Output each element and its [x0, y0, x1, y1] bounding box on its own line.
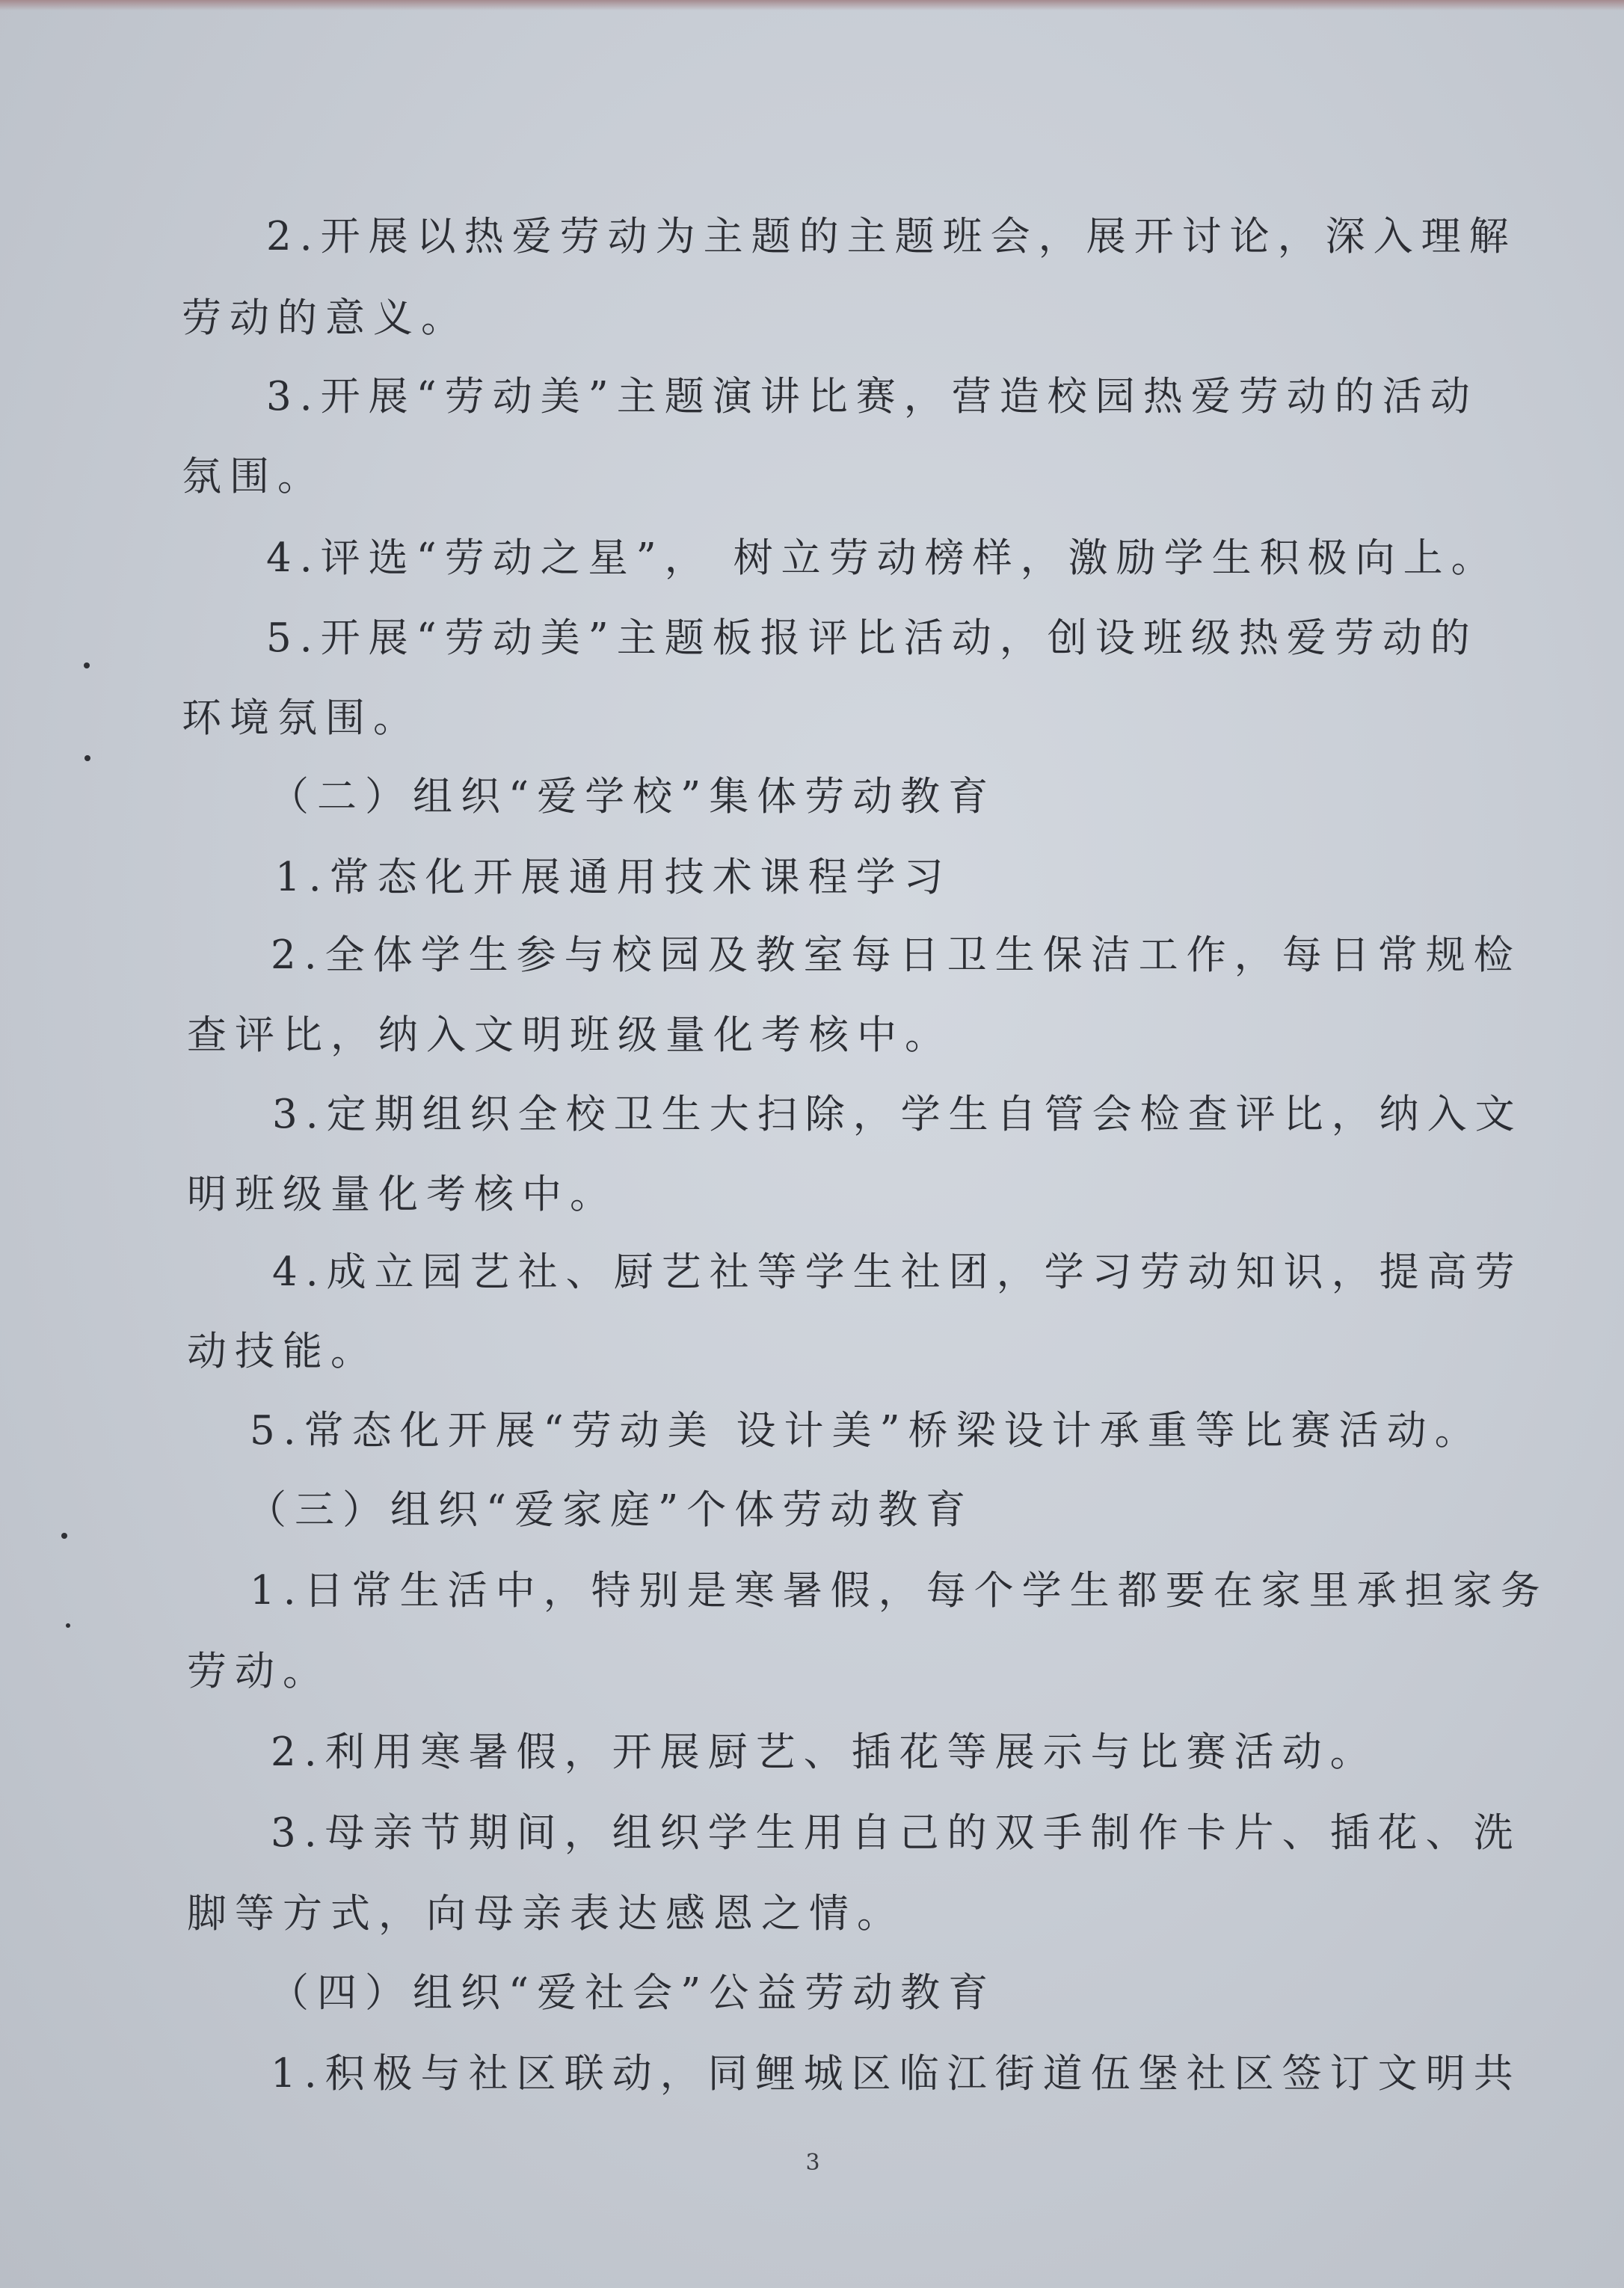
text-line: 查评比，纳入文明班级量化考核中。 — [187, 1012, 953, 1058]
text-line: 劳动。 — [187, 1649, 330, 1694]
text-line: 5.开展“劳动美”主题板报评比活动，创设班级热爱劳动的 — [266, 615, 1478, 661]
ink-speck — [84, 662, 90, 668]
text-line: 氛围。 — [182, 454, 325, 499]
text-line: 4.成立园艺社、厨艺社等学生社团，学习劳动知识，提高劳 — [272, 1249, 1523, 1295]
text-line: 3.母亲节期间，组织学生用自己的双手制作卡片、插花、洗 — [271, 1810, 1522, 1856]
text-line: 2.开展以热爱劳动为主题的主题班会，展开讨论，深入理解 — [266, 214, 1517, 259]
text-line: 动技能。 — [187, 1329, 378, 1374]
text-line: 4.评选“劳动之星”， 树立劳动榜样，激励学生积极向上。 — [266, 535, 1499, 581]
text-line: 劳动的意义。 — [182, 295, 469, 341]
text-line: 环境氛围。 — [182, 695, 421, 741]
page-number: 3 — [805, 2150, 820, 2176]
text-line: 2.全体学生参与校园及教室每日卫生保洁工作，每日常规检 — [271, 932, 1522, 978]
text-line: 脚等方式，向母亲表达感恩之情。 — [187, 1891, 905, 1937]
ink-speck — [66, 1623, 70, 1628]
text-line: 3.开展“劳动美”主题演讲比赛，营造校园热爱劳动的活动 — [266, 374, 1478, 419]
text-line: 明班级量化考核中。 — [187, 1172, 618, 1217]
text-line: 2.利用寒暑假，开展厨艺、插花等展示与比赛活动。 — [271, 1729, 1378, 1775]
text-line: 1.积极与社区联动，同鲤城区临江街道伍堡社区签订文明共 — [271, 2051, 1522, 2097]
section-heading: （三）组织“爱家庭”个体劳动教育 — [247, 1487, 974, 1533]
text-line: 3.定期组织全校卫生大扫除，学生自管会检查评比，纳入文 — [272, 1092, 1523, 1137]
section-heading: （四）组织“爱社会”公益劳动教育 — [269, 1970, 997, 2016]
text-line: 1.日常生活中，特别是寒暑假，每个学生都要在家里承担家务 — [250, 1568, 1548, 1614]
paper-top-edge — [0, 0, 1624, 10]
section-heading: （二）组织“爱学校”集体劳动教育 — [269, 774, 997, 819]
ink-speck — [61, 1533, 67, 1539]
text-line: 5.常态化开展“劳动美 设计美”桥梁设计承重等比赛活动。 — [250, 1408, 1483, 1454]
text-line: 1.常态化开展通用技术课程学习 — [275, 855, 952, 900]
ink-speck — [84, 755, 90, 761]
